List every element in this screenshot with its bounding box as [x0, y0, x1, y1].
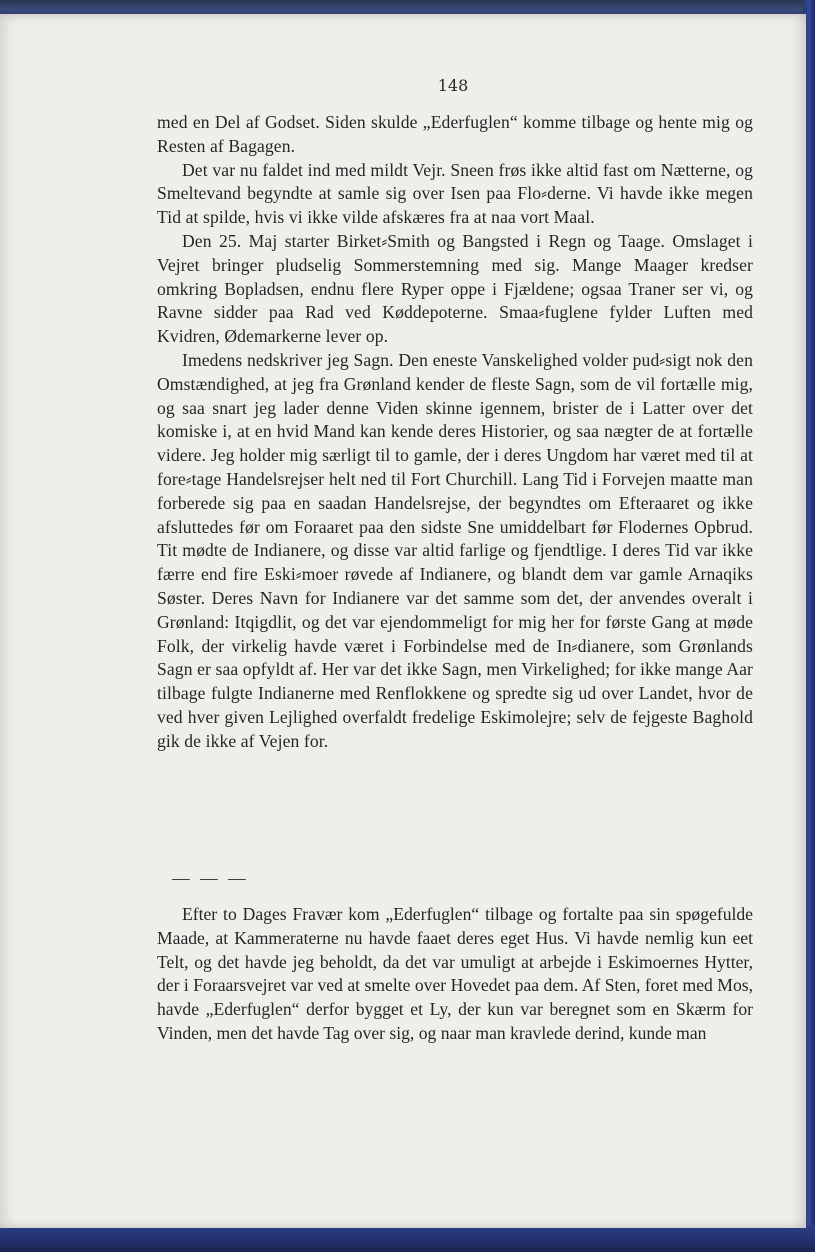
page-number: 148: [437, 76, 469, 95]
body-text: [157, 111, 753, 754]
paragraph: Imedens nedskriver jeg Sagn. Den eneste Vanskelighed volder pud⸗sigt nok den Omstændighed, at jeg fra Grønland kender de fleste Sagn, som de vil fortælle mig, og saa snart jeg lader denne Viden skinne igennem, brister de i Latter over det komiske i, at en hvid Mand kan kende deres Historier, og saa nægter de at fortælle videre. Jeg holder mig særligt til to gamle, der i deres Ungdom har været med til at fore⸗tage Handelsrejser helt ned til Fort Churchill. Lang Tid i Forvejen maatte man forberede sig paa en saadan Handelsrejse, der begyndtes om Efteraaret og ikke afsluttedes før om Foraaret paa den sidste Sne umiddelbart før Flodernes Opbrud. Tit mødte de Indianere, og disse var altid farlige og fjendtlige. I deres Tid var ikke færre end fire Eski⸗moer røvede af Indianere, og blandt dem var gamle Arnaqiks Søster. Deres Navn for Indianere var det samme som det, der anvendes overalt i Grønland: Itqigdlit, og det var ejendommeligt for mig her for første Gang at møde Folk, der virkelig havde været i Forbindelse med de In⸗dianere, som Grønlands Sagn er saa opfyldt af. Her var det ikke Sagn, men Virkelighed; for ikke mange Aar tilbage fulgte Indianerne med Renflokkene og spredte sig ud over Landet, hvor de ved hver given Lejlighed overfaldt fredelige Eskimolejre; selv de fejgeste Baghold gik de ikke af Vejen for.: [157, 349, 753, 751]
paragraph: med en Del af Godset. Siden skulde „Ederfuglen“ komme tilbage og hente mig og Resten af Bagagen.: [157, 112, 753, 156]
body-text-continued: [157, 903, 753, 1046]
paragraph: Efter to Dages Fravær kom „Ederfuglen“ tilbage og fortalte paa sin spøgefulde Maade, at Kammeraterne nu havde faaet deres eget Hus. Vi havde nemlig kun eet Telt, og det havde jeg beholdt, da det var umuligt at arbejde i Eskimoernes Hytter, der i Foraarsvejret var ved at smelte over Hovedet paa dem. Af Sten, foret med Mos, havde „Ederfuglen“ derfor bygget et Ly, der kun var beregnet som en Skærm for Vinden, men det havde Tag over sig, og naar man kravlede derind, kunde man: [157, 904, 753, 1043]
book-cover-bottom-edge: [0, 1226, 815, 1252]
paragraph: Den 25. Maj starter Birket⸗Smith og Bangsted i Regn og Taage. Omslaget i Vejret bringer pludselig Sommerstemning med sig. Mange Maager kredser omkring Bopladsen, endnu flere Ryper oppe i Fjældene; ogsaa Traner ser vi, og Ravne sidder paa Rad ved Køddepoterne. Smaa⸗fuglene fylder Luften med Kvidren, Ødemarkerne lever op.: [157, 230, 753, 347]
paragraph: Det var nu faldet ind med mildt Vejr. Sneen frøs ikke altid fast om Nætterne, og Smeltevand begyndte at samle sig over Isen paa Flo⸗derne. Vi havde ikke megen Tid at spilde, hvis vi ikke vilde afskæres fra at naa vort Maal.: [157, 159, 753, 228]
section-separator: — — —: [172, 868, 249, 888]
